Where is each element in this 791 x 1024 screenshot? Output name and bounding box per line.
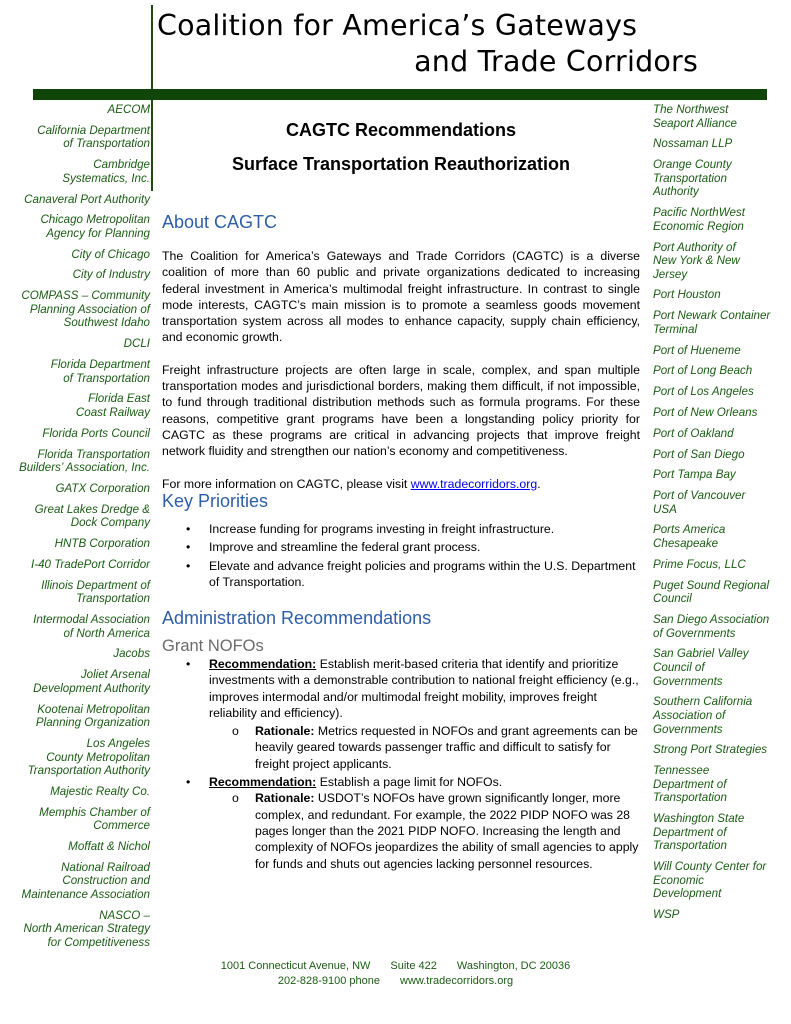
about-paragraph-1: The Coalition for America’s Gateways and Trade Corridors (CAGTC) is a diverse coalition of more than 60 public and private organizations dedicated to increasing federal investment in America’s multimodal freight infrastructure. In contrast to single mode interests, CAGTC’s main mission is to promote a seamless goods movement transportation system across all modes to enhance capacity, supply chain efficiency, and economic growth.	[162, 249, 640, 345]
website-link[interactable]: www.tradecorridors.org	[410, 476, 538, 491]
member-item: Port of Hueneme	[653, 343, 741, 357]
recommendation-list	[162, 656, 640, 872]
more-info-prefix: For more information on CAGTC, please visit	[162, 476, 411, 491]
rationale-item	[162, 723, 640, 772]
member-item: NASCO – North American Strategy for Competitiveness	[23, 908, 150, 949]
member-item: Washington State Department of Transportation	[653, 812, 745, 853]
member-item: Memphis Chamber of Commerce	[39, 805, 150, 833]
priority-text: Elevate and advance freight policies and programs within the U.S. Department of Transportation.	[209, 558, 636, 589]
about-section	[162, 248, 640, 492]
rationale-text: Metrics requested in NOFOs and grant agreements can be heavily geared towards passenger traffic and difficult to satisfy for freight project applicants.	[255, 724, 638, 771]
member-item: Chicago Metropolitan Agency for Planning	[40, 213, 150, 240]
about-heading: About CAGTC	[162, 212, 278, 232]
footer-city: Washington, DC 20036	[456, 960, 571, 972]
member-item: GATX Corporation	[55, 481, 150, 495]
member-item: Great Lakes Dredge & Dock Company	[34, 502, 150, 530]
priority-text: Increase funding for programs investing in freight infrastructure.	[209, 522, 555, 536]
admin-recommendations-heading: Administration Recommendations	[162, 608, 432, 628]
member-item: Southern California Association of Governments	[653, 695, 753, 736]
member-item: Nossaman LLP	[653, 137, 733, 151]
member-item: Florida Ports Council	[42, 426, 150, 440]
document-subtitle: Surface Transportation Reauthorization	[231, 154, 571, 174]
priority-item	[162, 558, 640, 591]
member-item: WSP	[653, 908, 680, 921]
bullet-icon: •	[186, 522, 191, 536]
member-item: I-40 TradePort Corridor	[31, 557, 150, 571]
priority-item	[162, 539, 640, 555]
footer-suite: Suite 422	[390, 960, 437, 972]
key-priorities-heading: Key Priorities	[162, 491, 269, 511]
member-item: Moffatt & Nichol	[68, 840, 150, 854]
grant-nofos-subheading: Grant NOFOs	[162, 637, 264, 655]
member-item: Majestic Realty Co.	[50, 784, 150, 798]
footer-website[interactable]: www.tradecorridors.org	[400, 975, 514, 987]
footer-contact-line	[0, 974, 791, 988]
member-item: Puget Sound Regional Council	[653, 578, 770, 606]
member-item: Port of Vancouver USA	[653, 489, 746, 516]
right-member-list	[653, 103, 788, 929]
bullet-icon: •	[186, 540, 191, 555]
member-item: Port Authority of New York & New Jersey	[653, 240, 740, 281]
member-item: Jacobs	[113, 647, 150, 661]
more-info-line	[162, 476, 640, 492]
member-item: Tennessee Department of Transportation	[653, 764, 727, 805]
member-item: Orange County Transportation Authority	[653, 158, 732, 199]
member-item: Joliet Arsenal Development Authority	[33, 668, 150, 695]
member-item: City of Industry	[72, 268, 150, 282]
member-item: Port of Oakland	[653, 426, 734, 440]
recommendation-label: Recommendation:	[209, 775, 317, 790]
footer-address-line	[0, 959, 791, 973]
member-item: Strong Port Strategies	[653, 743, 768, 757]
member-item: HNTB Corporation	[54, 537, 150, 551]
member-item: Port of Long Beach	[653, 364, 753, 378]
footer-phone: 202-828-9100 phone	[277, 975, 381, 987]
more-info-suffix: .	[537, 476, 541, 491]
member-item: Los Angeles County Metropolitan Transportation Authority	[27, 736, 150, 778]
circle-bullet-icon: o	[232, 724, 239, 739]
bullet-icon: •	[186, 775, 191, 790]
rationale-label: Rationale:	[255, 791, 315, 806]
member-item: DCLI	[123, 337, 150, 351]
member-item: California Department of Transportation	[37, 123, 150, 151]
member-item: The Northwest Seaport Alliance	[653, 103, 737, 130]
footer-address: 1001 Connecticut Avenue, NW	[220, 960, 371, 972]
member-item: Florida East Coast Railway	[75, 392, 150, 419]
letterhead-title-line2: and Trade Corridors	[414, 45, 698, 78]
member-item: Ports America Chesapeake	[653, 523, 726, 551]
member-item: Florida Transportation Builders’ Association, Inc.	[18, 447, 150, 475]
member-item: Port of San Diego	[653, 447, 745, 461]
member-item: Will County Center for Economic Development	[653, 860, 767, 901]
member-item: Port Tampa Bay	[653, 468, 736, 482]
left-member-list	[0, 103, 150, 957]
member-item: Port of New Orleans	[653, 405, 758, 419]
member-item: San Diego Association of Governments	[653, 613, 770, 640]
member-item: COMPASS – Community Planning Association of Southwest Idaho	[21, 289, 150, 330]
priority-text: Improve and streamline the federal grant process.	[209, 540, 481, 555]
letterhead-title-line1: Coalition for America’s Gateways	[157, 9, 638, 42]
member-item: National Railroad Construction and Maintenance Association	[21, 860, 150, 901]
key-priorities-list	[162, 521, 640, 592]
member-item: Kootenai Metropolitan Planning Organization	[35, 702, 150, 730]
member-item: Florida Department of Transportation	[50, 358, 150, 385]
letterhead-green-bar	[33, 89, 767, 100]
document-title: CAGTC Recommendations	[285, 120, 517, 140]
member-item: Port Houston	[653, 288, 721, 302]
member-item: City of Chicago	[71, 247, 150, 261]
bullet-icon: •	[186, 657, 191, 671]
member-item: Illinois Department of Transportation	[41, 578, 150, 606]
recommendation-item	[162, 774, 640, 790]
member-item: Port Newark Container Terminal	[653, 309, 771, 336]
member-item: Cambridge Systematics, Inc.	[62, 158, 150, 185]
recommendation-item	[162, 656, 640, 721]
circle-bullet-icon: o	[232, 791, 239, 806]
member-item: AECOM	[107, 103, 150, 116]
member-item: Pacific NorthWest Economic Region	[653, 206, 745, 233]
recommendation-text: Establish a page limit for NOFOs.	[316, 775, 503, 790]
recommendation-label: Recommendation:	[209, 657, 317, 671]
member-item: Canaveral Port Authority	[24, 192, 150, 206]
priority-item	[162, 521, 640, 537]
member-item: Prime Focus, LLC	[653, 557, 746, 571]
member-item: Intermodal Association of North America	[33, 613, 150, 640]
bullet-icon: •	[186, 558, 191, 573]
recommendation-text: Establish merit-based criteria that identify and prioritize investments with a demonstrable contribution to national freight efficiency (e.g., improves intermodal and/or multimodal freight mobility, improves freight reliability and efficiency).	[209, 657, 639, 720]
rationale-label: Rationale:	[255, 724, 315, 739]
member-item: San Gabriel Valley Council of Governments	[653, 647, 749, 688]
member-item: Port of Los Angeles	[653, 385, 754, 399]
rationale-text: USDOT’s NOFOs have grown significantly longer, more complex, and redundant. For example, the 2022 PIDP NOFO was 28 pages longer than the 2021 PIDP NOFO. Increasing the length and complexity of NOFOs jeopardizes the ability of small agencies to apply for funds and shuts out agencies lacking personnel resources.	[255, 791, 639, 871]
about-paragraph-2: Freight infrastructure projects are often large in scale, complex, and span multiple transportation modes and jurisdictional borders, making them difficult, if not impossible, to fund through traditional distribution methods such as formula programs. For these reasons, competitive grant programs have been a longstanding policy priority for CAGTC as these programs are critical in advancing projects that improve freight network fluidity and strengthen our nation’s economy and competitiveness.	[162, 362, 640, 459]
rationale-item	[162, 790, 640, 871]
